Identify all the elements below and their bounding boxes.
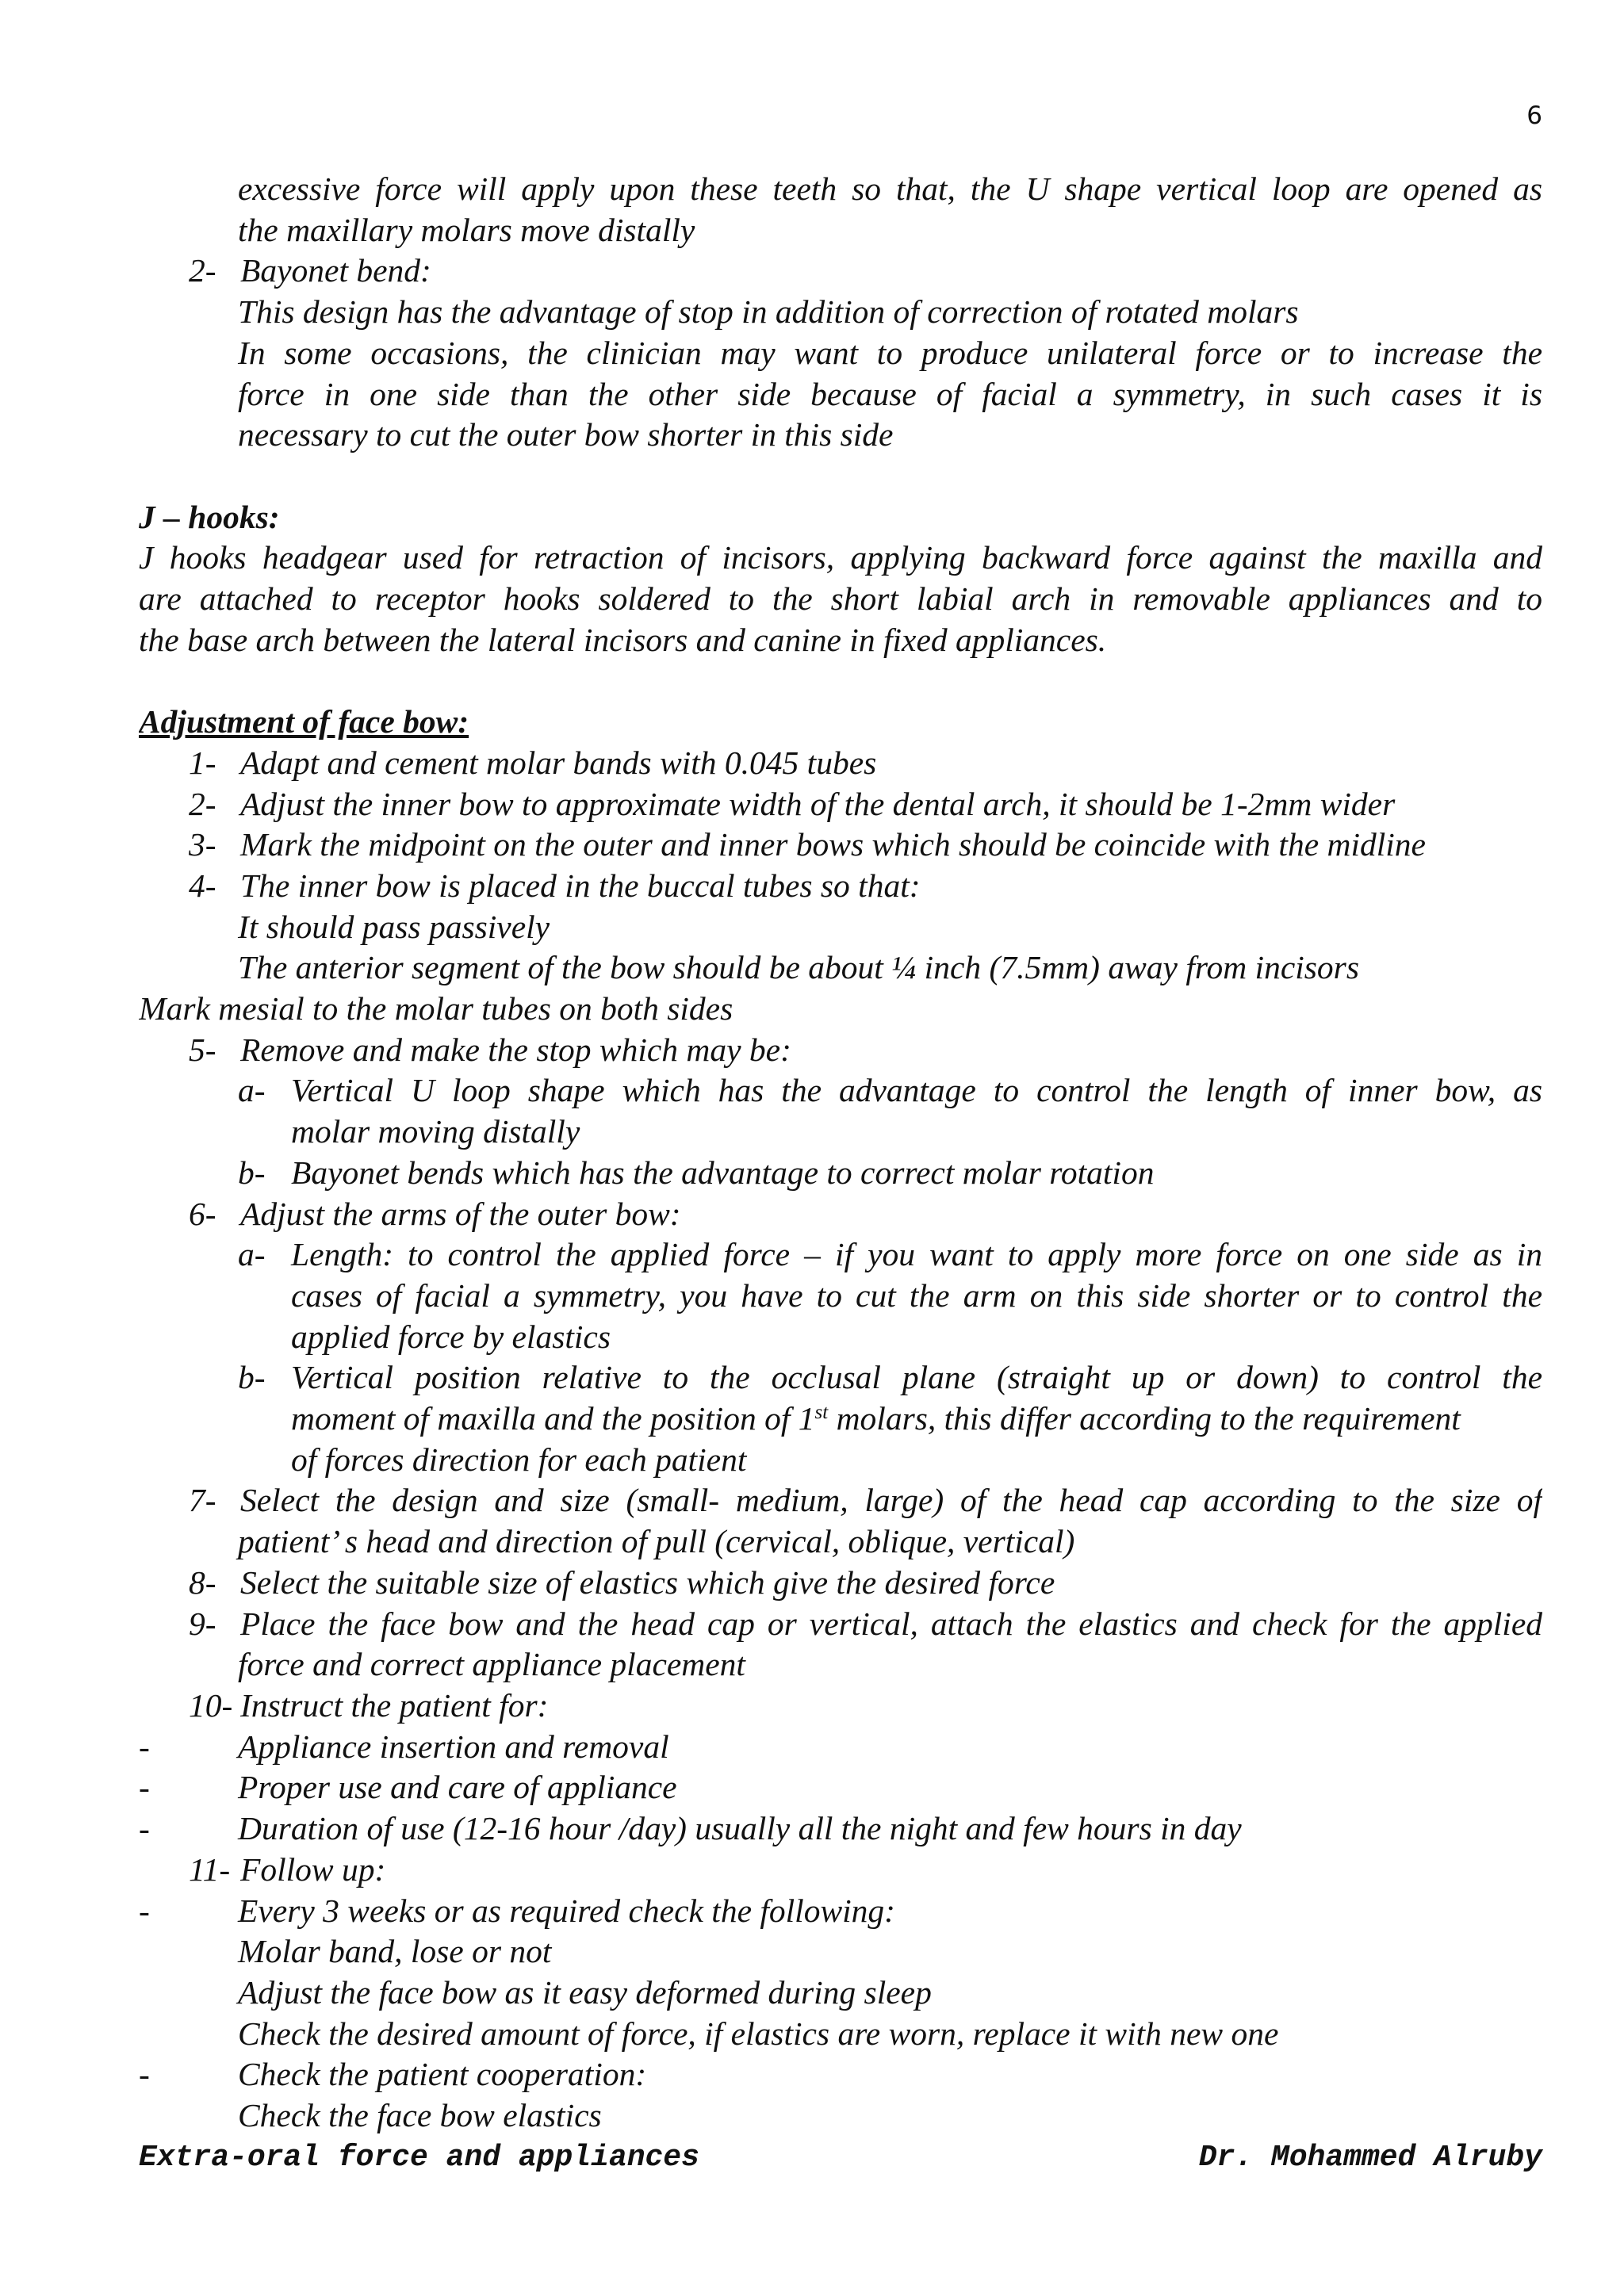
text-line: The anterior segment of the bow should be about ¼ inch (7.5mm) away from incisors	[238, 949, 1359, 986]
list-item	[139, 866, 1542, 907]
text-fragment: molars, this differ according to the requirement	[828, 1400, 1461, 1437]
text-line: of forces direction for each patient	[291, 1441, 747, 1478]
page-footer	[139, 2141, 1542, 2175]
text-line: Molar band, lose or not	[238, 1933, 552, 1970]
bullet-item	[139, 1891, 1542, 1932]
bullet-dash: -	[139, 1810, 150, 1847]
item-text: The inner bow is placed in the buccal tubes so that:	[240, 867, 921, 904]
item-text: Place the face bow and the head cap or vertical, attach the elastics and check for the applied	[240, 1605, 1542, 1642]
bullet-dash: -	[139, 1892, 150, 1929]
sub-item-text: Vertical U loop shape which has the advantage to control the length of inner bow, as	[291, 1072, 1542, 1109]
item-text: Select the design and size (small- medium, large) of the head cap according to the size of	[240, 1482, 1542, 1519]
item-text: Adjust the arms of the outer bow:	[240, 1195, 681, 1232]
text-line: Check the desired amount of force, if elastics are worn, replace it with new one	[238, 2015, 1279, 2052]
list-item	[139, 1686, 1542, 1727]
superscript: st	[814, 1402, 829, 1424]
bullet-dash: -	[139, 1769, 150, 1806]
item-text: Adjust the inner bow to approximate width of the dental arch, it should be 1-2mm wider	[240, 785, 1396, 822]
item-number: 5-	[189, 1031, 216, 1068]
item-number: 9-	[189, 1605, 216, 1642]
bullet-item	[139, 2054, 1542, 2095]
item-number: 11-	[189, 1850, 231, 1888]
paragraph-line: J hooks headgear used for retraction of incisors, applying backward force against the maxilla and	[139, 539, 1542, 576]
item-text: Follow up:	[240, 1850, 386, 1888]
bullet-text: Every 3 weeks or as required check the following:	[238, 1892, 895, 1929]
list-item	[139, 1850, 1542, 1891]
footer-title: Extra-oral force and appliances	[139, 2141, 699, 2175]
sub-item-letter: b-	[238, 1154, 266, 1191]
item-number: 2-	[189, 252, 216, 289]
text-line: This design has the advantage of stop in addition of correction of rotated molars	[238, 293, 1299, 331]
item-number: 2-	[189, 785, 216, 822]
text-line: Adjust the face bow as it easy deformed during sleep	[238, 1973, 932, 2011]
paragraph-line: are attached to receptor hooks soldered to the short labial arch in removable appliances and to	[139, 580, 1542, 618]
sub-item	[139, 1357, 1542, 1399]
text-line: patient’ s head and direction of pull (cervical, oblique, vertical)	[238, 1523, 1075, 1560]
item-number: 7-	[189, 1482, 216, 1519]
item-text: Bayonet bend:	[240, 252, 431, 289]
item-number: 4-	[189, 867, 216, 904]
list-item	[139, 1563, 1542, 1604]
sub-item-letter: a-	[238, 1236, 266, 1273]
bullet-text: Proper use and care of appliance	[238, 1769, 677, 1806]
list-item	[139, 1604, 1542, 1645]
section-heading-adjustment: Adjustment of face bow:	[139, 703, 469, 740]
item-number: 8-	[189, 1563, 216, 1601]
item-text: Instruct the patient for:	[240, 1686, 549, 1724]
list-item	[139, 743, 1542, 784]
bullet-text: Duration of use (12-16 hour /day) usually all the night and few hours in day	[238, 1810, 1242, 1847]
sub-item-letter: b-	[238, 1359, 266, 1396]
bullet-dash: -	[139, 1728, 150, 1765]
sub-item	[139, 1153, 1542, 1194]
text-line: Check the face bow elastics	[238, 2097, 602, 2134]
text-line: Mark mesial to the molar tubes on both sides	[139, 990, 733, 1027]
bullet-item	[139, 1727, 1542, 1768]
bullet-item	[139, 1808, 1542, 1850]
sub-item	[139, 1234, 1542, 1276]
bullet-item	[139, 1767, 1542, 1808]
paragraph-line: the base arch between the lateral incisors and canine in fixed appliances.	[139, 621, 1107, 658]
text-line: In some occasions, the clinician may want to produce unilateral force or to increase the	[238, 334, 1542, 371]
bullet-dash: -	[139, 2056, 150, 2093]
item-number: 1-	[189, 744, 216, 781]
item-text: Mark the midpoint on the outer and inner bows which should be coincide with the midline	[240, 826, 1426, 863]
text-line: force in one side than the other side because of facial a symmetry, in such cases it is	[238, 375, 1542, 412]
item-number: 10-	[189, 1686, 233, 1724]
sub-item-text: Bayonet bends which has the advantage to correct molar rotation	[291, 1154, 1155, 1191]
sub-item-letter: a-	[238, 1072, 266, 1109]
text-line: cases of facial a symmetry, you have to cut the arm on this side shorter or to control the	[291, 1276, 1542, 1314]
text-line: excessive force will apply upon these teeth so that, the U shape vertical loop are opened as	[238, 170, 1542, 207]
list-item	[139, 251, 1542, 292]
bullet-text: Check the patient cooperation:	[238, 2056, 647, 2093]
item-text: Select the suitable size of elastics which give the desired force	[240, 1563, 1055, 1601]
list-item	[139, 825, 1542, 866]
page-number: 6	[1526, 101, 1542, 130]
item-text: Adapt and cement molar bands with 0.045 tubes	[240, 744, 877, 781]
item-number: 6-	[189, 1195, 216, 1232]
list-item	[139, 1480, 1542, 1521]
list-item	[139, 784, 1542, 825]
text-line: necessary to cut the outer bow shorter in this side	[238, 416, 894, 453]
section-heading-j-hooks: J – hooks:	[139, 498, 280, 535]
page-body	[139, 169, 1542, 2137]
text-line: force and correct appliance placement	[238, 1646, 745, 1683]
sub-item-text: Length: to control the applied force – if you want to apply more force on one side as in	[291, 1236, 1542, 1273]
text-line: the maxillary molars move distally	[238, 211, 695, 248]
sub-item-text: Vertical position relative to the occlusal plane (straight up or down) to control the	[291, 1359, 1542, 1396]
list-item	[139, 1030, 1542, 1071]
bullet-text: Appliance insertion and removal	[238, 1728, 669, 1765]
text-fragment: moment of maxilla and the position of 1	[291, 1400, 815, 1437]
text-line: applied force by elastics	[291, 1318, 611, 1355]
text-line	[139, 1399, 1542, 1440]
text-line: molar moving distally	[291, 1113, 580, 1150]
item-text: Remove and make the stop which may be:	[240, 1031, 791, 1068]
item-number: 3-	[189, 826, 216, 863]
text-line: It should pass passively	[238, 908, 550, 945]
footer-author: Dr. Mohammed Alruby	[1198, 2141, 1542, 2175]
list-item	[139, 1194, 1542, 1235]
sub-item	[139, 1070, 1542, 1112]
